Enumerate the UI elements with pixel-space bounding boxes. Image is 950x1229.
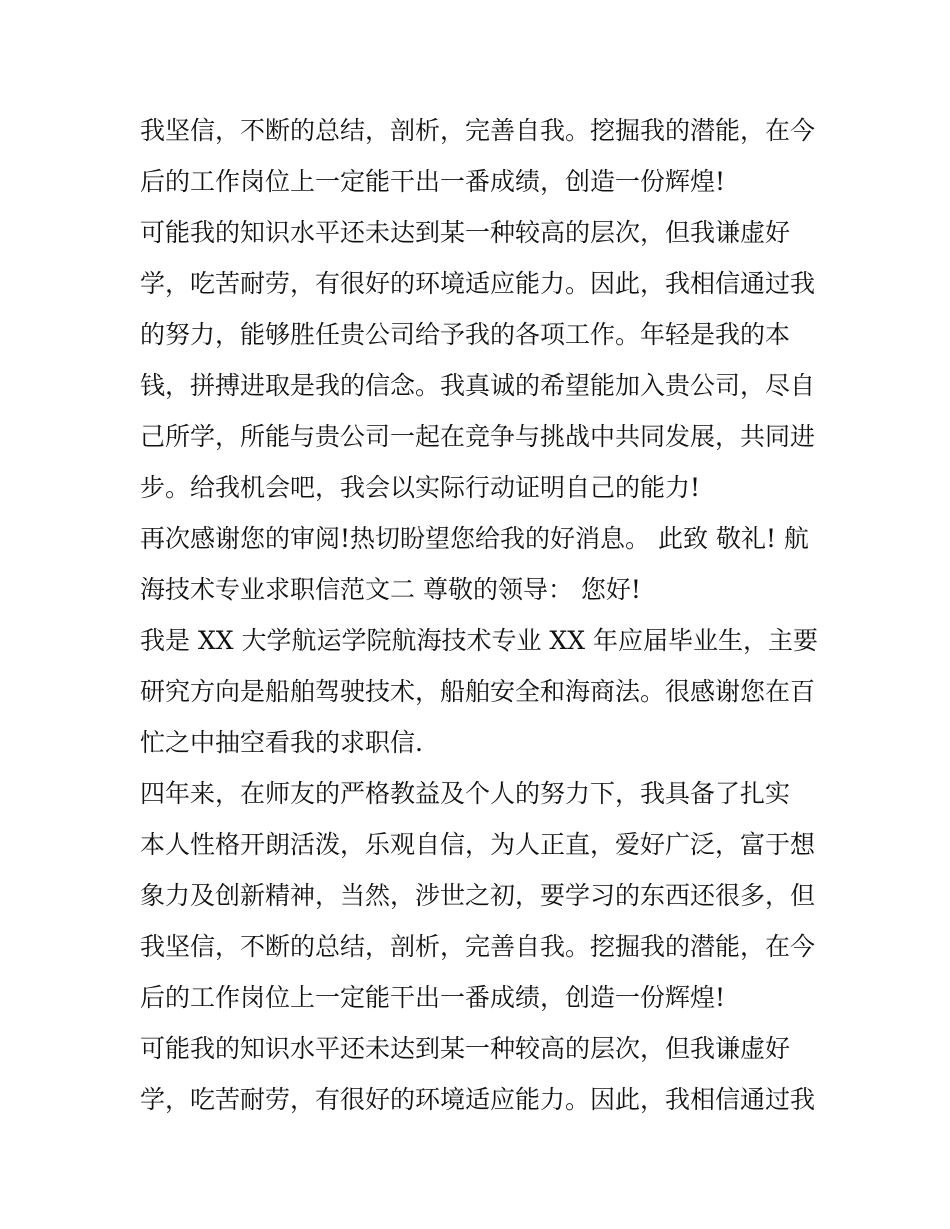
text-line: 忙之中抽空看我的求职信. (140, 728, 423, 757)
text-line: 步。给我机会吧，我会以实际行动证明自己的能力! (140, 473, 701, 502)
text-line: 海技术专业求职信范文二 尊敬的领导： 您好! (140, 575, 641, 604)
text-line: 学，吃苦耐劳，有很好的环境适应能力。因此，我相信通过我 (140, 1085, 816, 1114)
text-line: 后的工作岗位上一定能干出一番成绩，创造一份辉煌! (140, 983, 726, 1012)
text-line: 可能我的知识水平还未达到某一种较高的层次，但我谦虚好 (140, 1034, 791, 1063)
text-line: 我坚信，不断的总结，剖析，完善自我。挖掘我的潜能，在今 (140, 116, 816, 145)
text-line: 本人性格开朗活泼，乐观自信，为人正直，爱好广泛，富于想 (140, 830, 816, 859)
text-line: 四年来，在师友的严格教益及个人的努力下，我具备了扎实 (140, 779, 791, 808)
text-line: 钱，拼搏进取是我的信念。我真诚的希望能加入贵公司，尽自 (140, 371, 816, 400)
text-line: 的努力，能够胜任贵公司给予我的各项工作。年轻是我的本 (140, 320, 791, 349)
text-line: 象力及创新精神，当然，涉世之初，要学习的东西还很多，但 (140, 881, 816, 910)
text-line: 后的工作岗位上一定能干出一番成绩，创造一份辉煌! (140, 167, 726, 196)
text-line: 我坚信，不断的总结，剖析，完善自我。挖掘我的潜能，在今 (140, 932, 816, 961)
text-line: 学，吃苦耐劳，有很好的环境适应能力。因此，我相信通过我 (140, 269, 816, 298)
document-body (140, 105, 820, 1125)
text-line: 我是 XX 大学航运学院航海技术专业 XX 年应届毕业生，主要 (140, 626, 818, 655)
text-line: 己所学，所能与贵公司一起在竞争与挑战中共同发展，共同进 (140, 422, 816, 451)
text-line: 再次感谢您的审阅!热切盼望您给我的好消息。 此致 敬礼! 航 (140, 524, 809, 553)
text-line: 研究方向是船舶驾驶技术，船舶安全和海商法。很感谢您在百 (140, 677, 816, 706)
text-line: 可能我的知识水平还未达到某一种较高的层次，但我谦虚好 (140, 218, 791, 247)
